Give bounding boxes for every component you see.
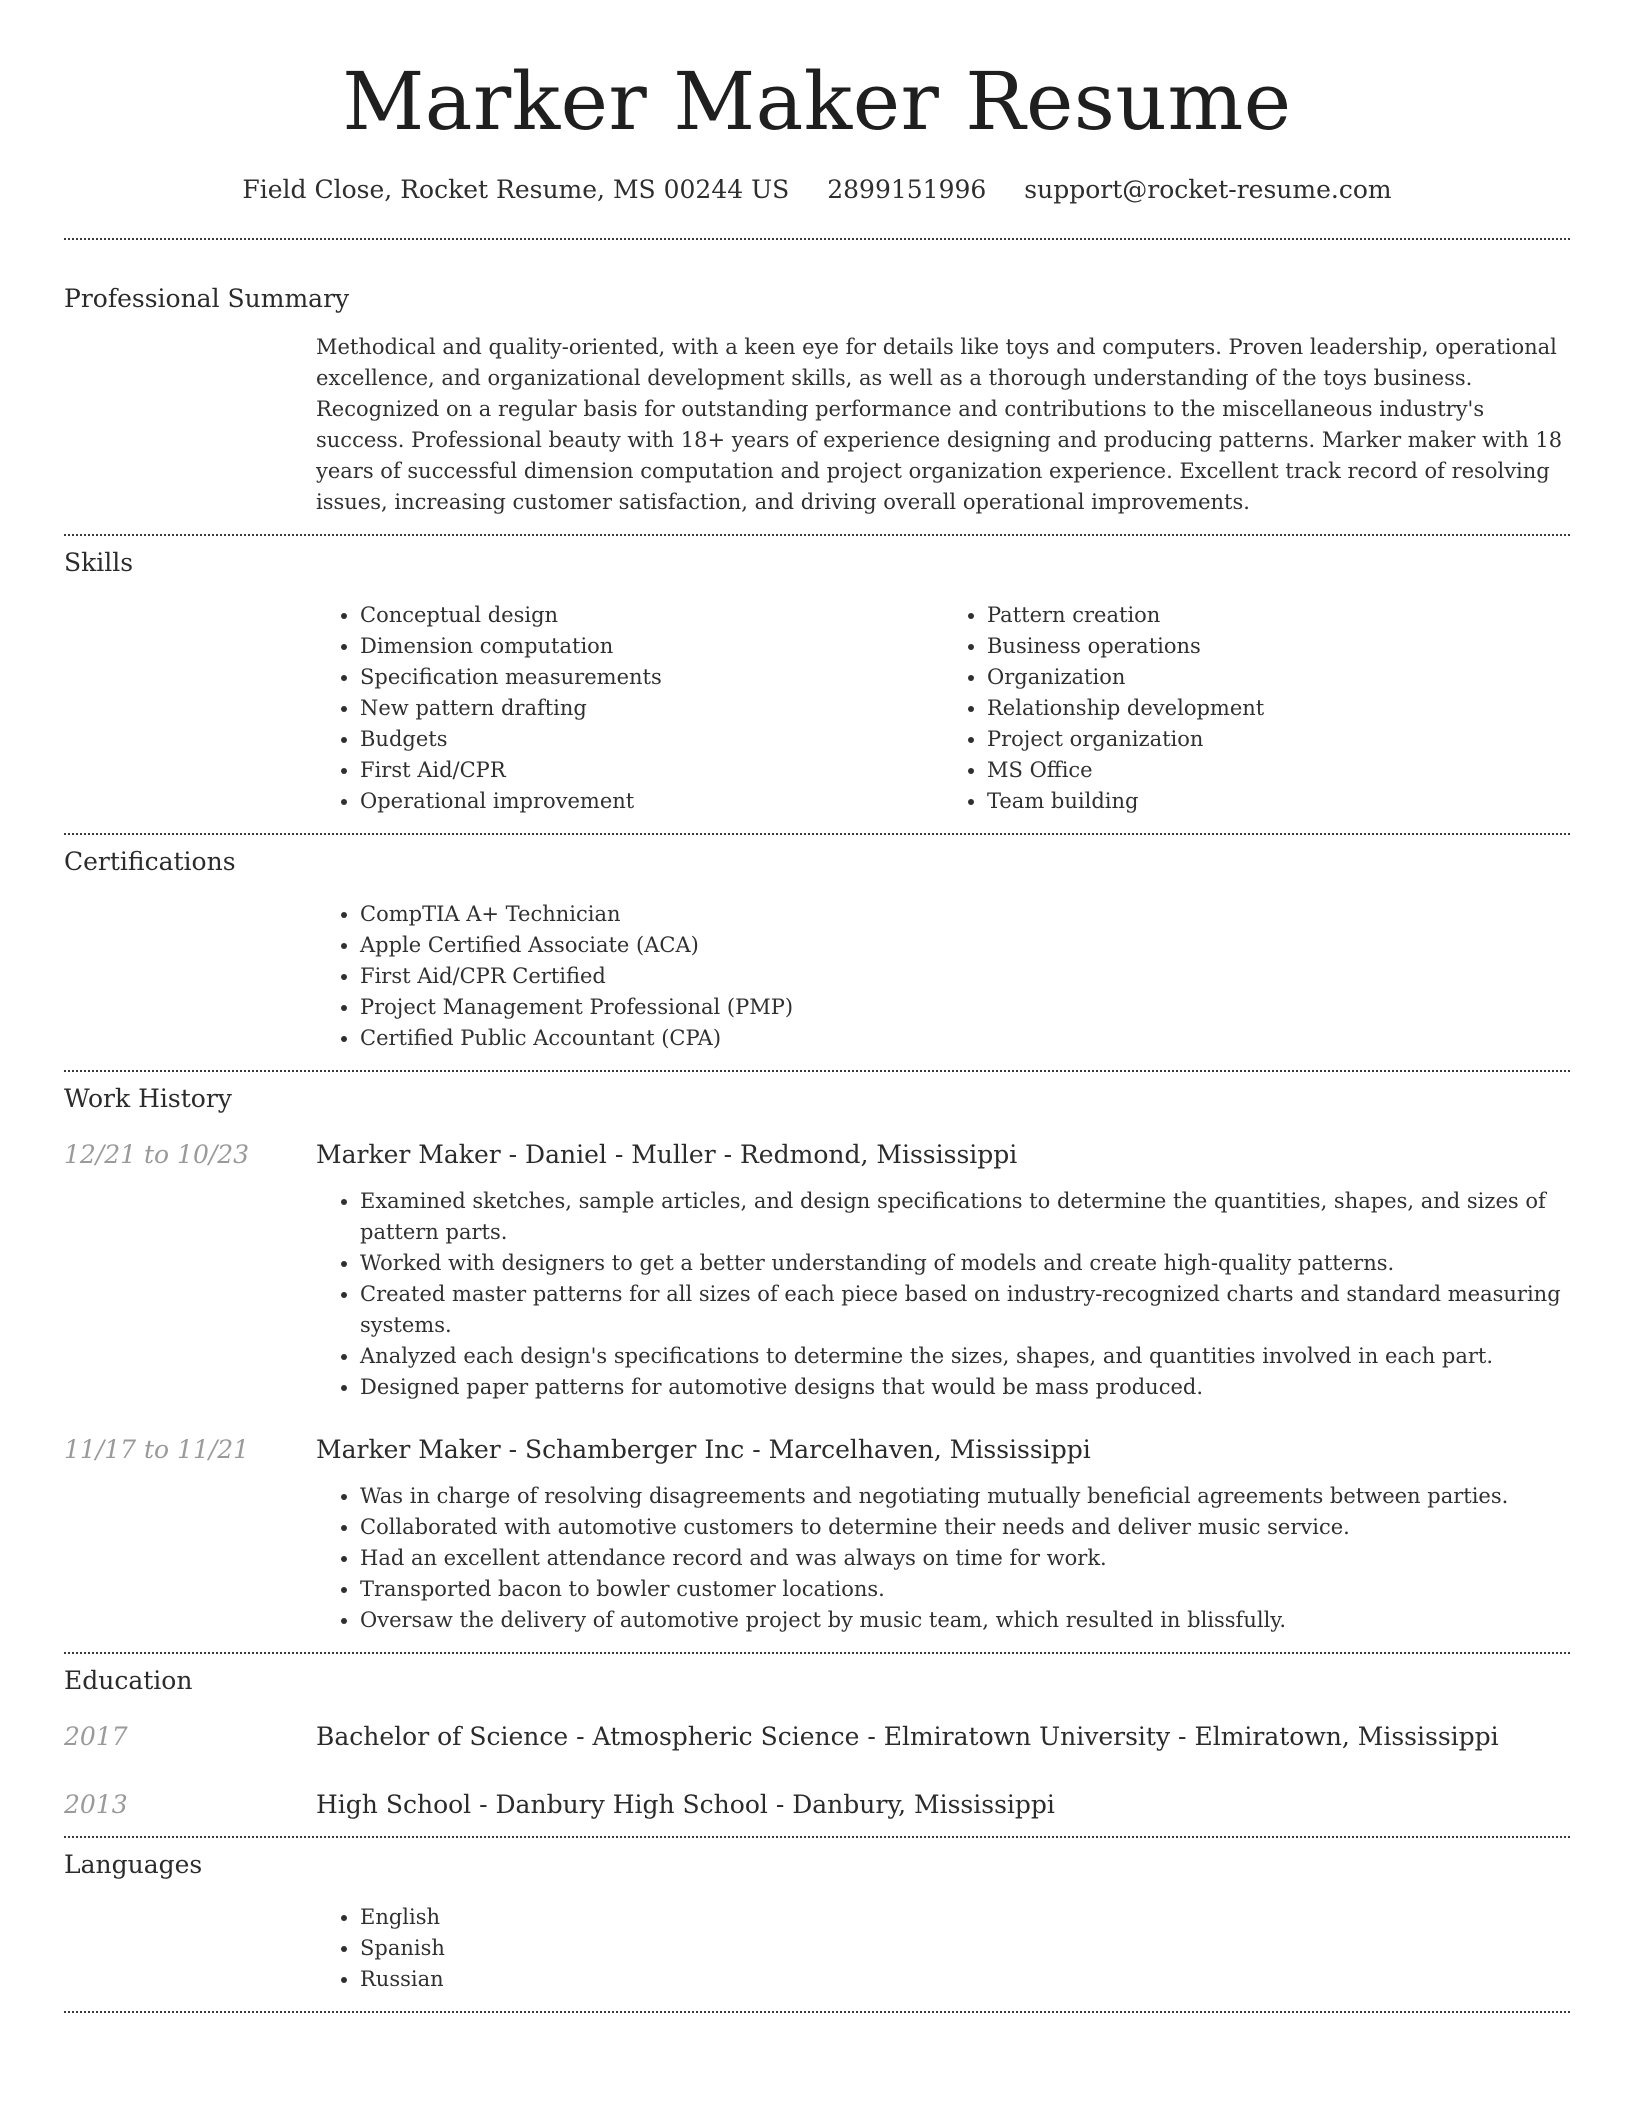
certification-item: • Certified Public Accountant (CPA) — [360, 1023, 1570, 1054]
skill-item: • Team building — [987, 786, 1570, 817]
skill-item: • Pattern creation — [987, 600, 1570, 631]
resume-name: Marker Maker Resume — [342, 55, 1292, 148]
languages-heading: Languages — [64, 1850, 203, 1879]
section-divider — [64, 534, 1570, 536]
education-year: 2017 — [64, 1722, 128, 1751]
certifications-list — [316, 899, 1570, 1054]
summary-section — [64, 282, 1570, 518]
job-title: Marker Maker - Schamberger Inc - Marcelhaven, Mississippi — [316, 1435, 1091, 1464]
job-bullet: • Was in charge of resolving disagreements and negotiating mutually beneficial agreements between parties. — [360, 1481, 1570, 1512]
skill-item: • MS Office — [987, 755, 1570, 786]
certification-item: • Apple Certified Associate (ACA) — [360, 930, 1570, 961]
job-title: Marker Maker - Daniel - Muller - Redmond, Mississippi — [316, 1140, 1018, 1169]
skill-item: • First Aid/CPR — [360, 755, 943, 786]
job-bullet: • Collaborated with automotive customers to determine their needs and deliver music service. — [360, 1512, 1570, 1543]
job-bullets — [316, 1481, 1570, 1636]
skill-item: • Budgets — [360, 724, 943, 755]
job-bullet: • Examined sketches, sample articles, and design specifications to determine the quantities, shapes, and sizes of pattern parts. — [360, 1186, 1570, 1248]
job-details — [316, 1186, 1570, 1403]
section-divider — [64, 2011, 1570, 2013]
education-entry — [64, 1720, 1570, 1754]
section-divider — [64, 1652, 1570, 1654]
skill-item: • Project organization — [987, 724, 1570, 755]
skills-columns — [316, 600, 1570, 817]
skill-item: • Business operations — [987, 631, 1570, 662]
contact-line — [64, 174, 1570, 206]
languages-content — [316, 1902, 1570, 1995]
section-divider — [64, 1836, 1570, 1838]
job-bullet: • Oversaw the delivery of automotive project by music team, which resulted in blissfully. — [360, 1605, 1570, 1636]
job-dates: 12/21 to 10/23 — [64, 1140, 250, 1169]
section-divider — [64, 833, 1570, 835]
skills-list-left — [316, 600, 943, 817]
skills-section — [64, 546, 1570, 817]
certification-item: • Project Management Professional (PMP) — [360, 992, 1570, 1023]
work-heading: Work History — [64, 1084, 232, 1113]
certifications-heading: Certifications — [64, 847, 236, 876]
certification-item: • First Aid/CPR Certified — [360, 961, 1570, 992]
education-title: Bachelor of Science - Atmospheric Science - Elmiratown University - Elmiratown, Mississippi — [316, 1722, 1499, 1751]
job-bullet: • Designed paper patterns for automotive designs that would be mass produced. — [360, 1372, 1570, 1403]
skill-item: • Relationship development — [987, 693, 1570, 724]
job-entry — [64, 1138, 1570, 1403]
skill-item: • New pattern drafting — [360, 693, 943, 724]
job-header — [64, 1138, 1570, 1172]
contact-email: support@rocket-resume.com — [1024, 175, 1392, 204]
job-bullet: • Analyzed each design's specifications to determine the sizes, shapes, and quantities involved in each part. — [360, 1341, 1570, 1372]
skill-item: • Dimension computation — [360, 631, 943, 662]
certification-item: • CompTIA A+ Technician — [360, 899, 1570, 930]
work-section — [64, 1082, 1570, 1636]
job-bullet: • Created master patterns for all sizes of each piece based on industry-recognized charts and standard measuring systems. — [360, 1279, 1570, 1341]
certifications-section — [64, 845, 1570, 1054]
language-item: • Russian — [360, 1964, 1570, 1995]
education-entry — [64, 1788, 1570, 1822]
skill-item: • Operational improvement — [360, 786, 943, 817]
job-dates: 11/17 to 11/21 — [64, 1435, 250, 1464]
job-bullet: • Worked with designers to get a better understanding of models and create high-quality patterns. — [360, 1248, 1570, 1279]
job-bullet: • Transported bacon to bowler customer locations. — [360, 1574, 1570, 1605]
languages-section — [64, 1848, 1570, 1995]
summary-text: Methodical and quality-oriented, with a keen eye for details like toys and computers. Proven leadership, operational excellence, and organizational development skills, as well as a thorough understanding of the toys business. Recognized on a regular basis for outstanding performance and contributions to the miscellaneous industry's success. Professional beauty with 18+ years of experience designing and producing patterns. Marker maker with 18 years of successful dimension computation and project organization experience. Excellent track record of resolving issues, increasing customer satisfaction, and driving overall operational improvements. — [316, 335, 1563, 514]
skills-heading: Skills — [64, 548, 134, 577]
education-heading: Education — [64, 1666, 193, 1695]
contact-phone: 2899151996 — [827, 175, 987, 204]
education-year: 2013 — [64, 1790, 128, 1819]
skills-list-right — [943, 600, 1570, 817]
education-title: High School - Danbury High School - Danbury, Mississippi — [316, 1790, 1055, 1819]
summary-content — [316, 332, 1570, 518]
job-header — [64, 1433, 1570, 1467]
language-item: • English — [360, 1902, 1570, 1933]
contact-address: Field Close, Rocket Resume, MS 00244 US — [242, 175, 790, 204]
skill-item: • Specification measurements — [360, 662, 943, 693]
resume-page — [64, 0, 1570, 2013]
section-divider — [64, 1070, 1570, 1072]
job-entry — [64, 1433, 1570, 1636]
languages-list — [316, 1902, 1570, 1995]
job-bullets — [316, 1186, 1570, 1403]
language-item: • Spanish — [360, 1933, 1570, 1964]
certifications-content — [316, 899, 1570, 1054]
skill-item: • Conceptual design — [360, 600, 943, 631]
job-bullet: • Had an excellent attendance record and was always on time for work. — [360, 1543, 1570, 1574]
summary-heading: Professional Summary — [64, 284, 350, 313]
education-section — [64, 1664, 1570, 1822]
job-details — [316, 1481, 1570, 1636]
header-divider — [64, 238, 1570, 240]
skill-item: • Organization — [987, 662, 1570, 693]
